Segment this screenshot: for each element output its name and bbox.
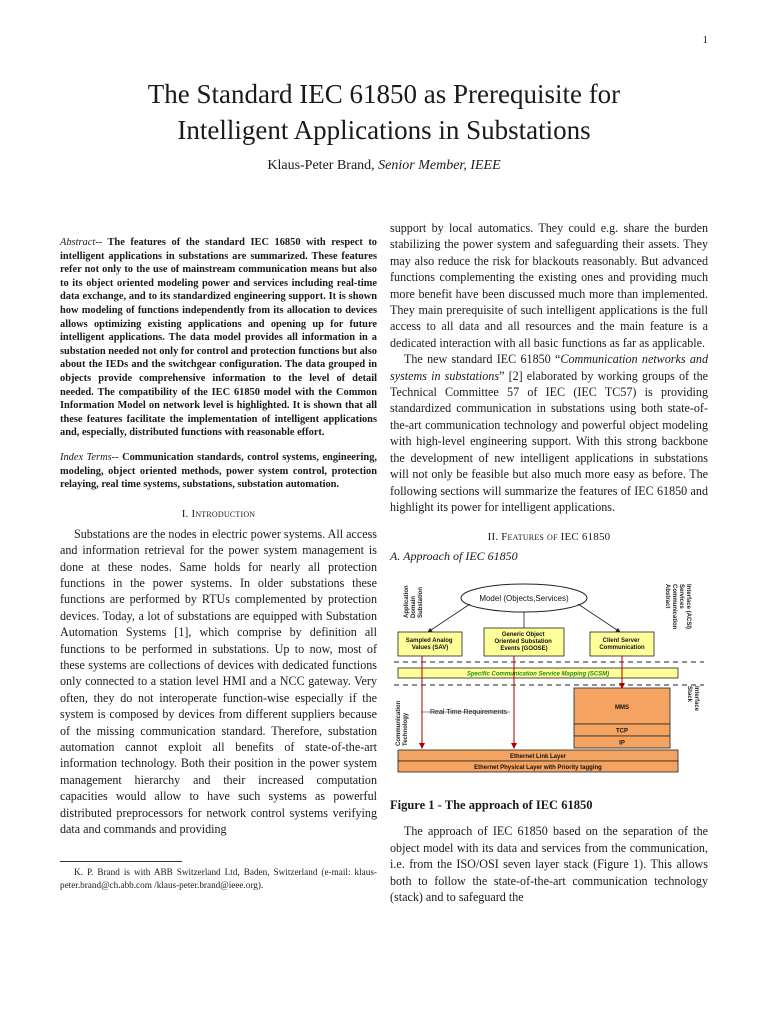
figure-caption: Figure 1 - The approach of IEC 61850 xyxy=(390,798,593,813)
link-cs xyxy=(578,604,620,632)
scsm-label: Specific Communication Service Mapping (SCSM) xyxy=(466,671,610,678)
sav-label: Sampled Analog Values (SAV) xyxy=(405,638,453,652)
abstract-text: The features of the standard IEC 16850 with respect to intelligent applications in substations are summarized. These features refer not only to the use of mainstream communication means but also to its object oriented modeling power and services including real-time data exchange, and to its standardized engineering support. It is shown how modeling of functions independently from its allocation to devices allows optimizing existing applications and opening up for future intelligent applications. The data model provides all information in a substation needed not only for control and protection functions but also about the IEDs and the switchgear configuration. The data grouped in objects provide comprehensive information to the level of detail needed. The compatibility of the IEC 61850 model with the Common Information Model on network level is highlighted. It is shown that all these features facilitate the implementation of intelligent applications and, especially, distributed functions with reasonable effort. xyxy=(60,237,377,439)
abstract-label: Abstract-- xyxy=(60,237,103,248)
left-column xyxy=(60,236,377,891)
author-name: Klaus-Peter Brand, xyxy=(267,158,375,173)
subsection-a-heading: A. Approach of IEC 61850 xyxy=(390,549,518,564)
page-number: 1 xyxy=(702,34,708,46)
index-text: Communication standards, control systems, engineering, modeling, object oriented methods, power system control, protection relaying, real time systems, substations, substation automation. xyxy=(60,451,377,491)
eth-phys-label: Ethernet Physical Layer with Priority tagging xyxy=(474,765,602,772)
mms-label: MMS xyxy=(615,705,629,712)
intro-paragraph: Substations are the nodes in electric power systems. All access and information retrieval for the power system management is done at these nodes. Same holds for nearly all protection functions in the power systems. In older substations these functions are performed by RTUs complemented by protection devices. Today, a lot of substations are equipped with Substation Automation Systems [1], which comprise by definition all functions to be performed in substations. Up to now, most of these systems are collections of devices with dedicated functions only connected to a station level HMI and a NCC gateway. Very often, they do not interoperate function-wise especially if the system is composed by devices from different suppliers because of the missing communication standard. Therefore, substation automation cannot exploit all benefits of state-of-the-art information technology. Both their position in the power system management hierarchy and their increased computation capacities would allow to have such systems as powerful distributed preprocessors for network control systems verifying data and commands and providing xyxy=(60,526,377,836)
index-terms xyxy=(60,451,377,492)
section-2-heading: II. Features of IEC 61850 xyxy=(487,531,611,544)
eth-link-label: Ethernet Link Layer xyxy=(509,754,567,761)
app-domain-label: Application Domain Substation xyxy=(404,585,424,619)
acsi-label: Abstract Communication Services Interface (ACSI) xyxy=(664,584,691,630)
abstract xyxy=(60,236,377,440)
p2-a: The new standard IEC 61850 “ xyxy=(404,352,561,367)
sav-box xyxy=(398,632,462,656)
right-column xyxy=(390,220,708,905)
p2-b: ” [2] elaborated by working groups of the Technical Committee 57 of IEC (IEC TC57) is providing standardized communication in substations using both state-of-the-art communication technology and powerful object modeling with high-level engineering support. With this strong backbone the development of new intelligent applications in substations will not only be feasible but also much more easy as before. The following sections will summarize the features of IEC 61850 and highlight its power for intelligent applications. xyxy=(390,368,708,514)
cs-box xyxy=(590,632,654,656)
figure-1 xyxy=(390,574,708,784)
author-line xyxy=(40,158,728,174)
right-paragraph-3: The approach of IEC 61850 based on the separation of the object model with its data and services from the communication, i.e. from the ISO/OSI seven layer stack (Figure 1). This allows both to follow the state-of-the-art communication technology (stack) and to safeguard the xyxy=(390,824,708,904)
right-paragraph-1: support by local automatics. They could e.g. share the burden stabilizing the power system and safeguarding their assets. They may also reduce the risk for blackouts reasonably. But advanced functions complementing the existing ones and providing much more benefit have been discussed much more than implemented. They main prerequisite of such intelligent applications is the full access to all data and all resources and the main feature is a dedicated interaction with all basic functions as far as applicable. xyxy=(390,221,708,350)
right-paragraph-2 xyxy=(390,351,708,515)
p2-italic: Communication networks and systems in substations xyxy=(390,352,708,383)
title-line-1: The Standard IEC 61850 as Prerequisite for xyxy=(147,79,621,109)
paper-title xyxy=(40,76,728,148)
ip-label: IP xyxy=(619,740,625,747)
title-line-2: Intelligent Applications in Substations xyxy=(177,115,591,145)
link-sav xyxy=(428,604,470,632)
figure-1-diagram xyxy=(390,574,708,784)
comm-tech-label: Communication Technology xyxy=(396,700,409,747)
index-label: Index Terms-- xyxy=(60,451,119,463)
cs-label: Client Server Communication xyxy=(599,638,645,652)
tcp-label: TCP xyxy=(616,728,628,735)
author-role: Senior Member, IEEE xyxy=(378,158,501,173)
footnote-rule xyxy=(60,861,182,862)
model-label: Model (Objects,Services) xyxy=(479,594,569,604)
section-1-heading: I. Introduction xyxy=(181,507,256,520)
footnote: K. P. Brand is with ABB Switzerland Ltd, Baden, Switzerland (e-mail: klaus-peter.brand@ch.abb.com /klaus-peter.brand@ieee.org). xyxy=(60,867,377,890)
goose-label: Generic Object Oriented Substation Events (GOOSE) xyxy=(494,632,552,653)
stack-interface-label: Stack Interface xyxy=(686,686,699,712)
realtime-label: Real Time Requirements xyxy=(430,709,508,717)
